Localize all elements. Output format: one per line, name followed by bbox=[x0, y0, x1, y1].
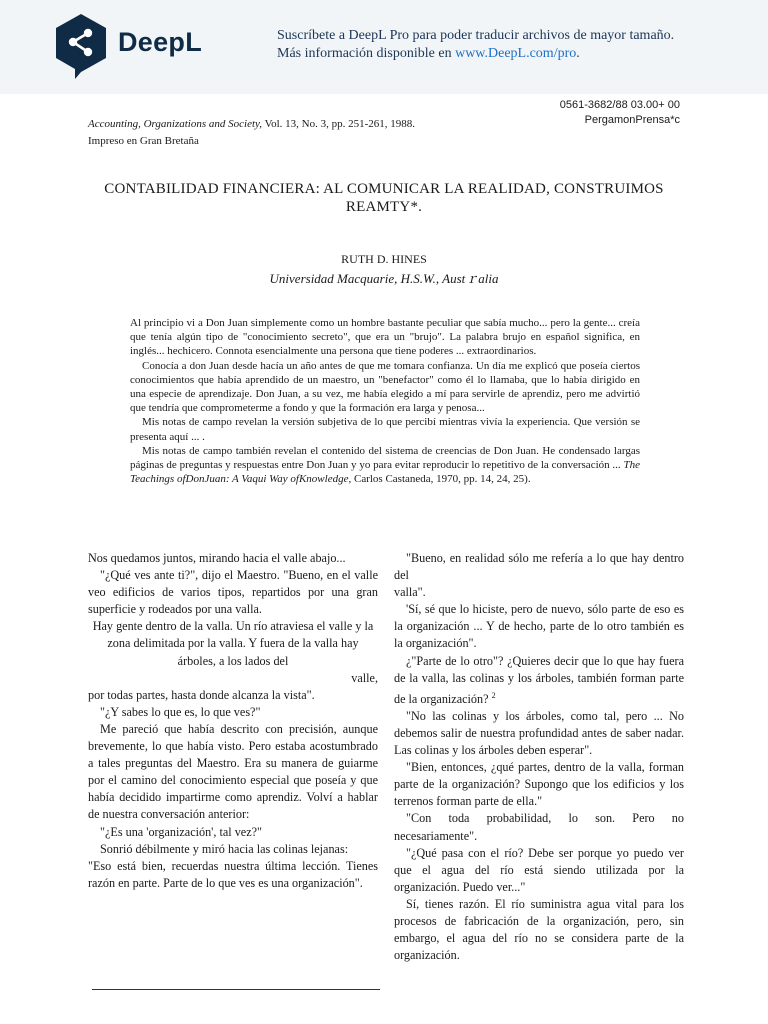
epigraph-paragraph-1: Al principio vi a Don Juan simplemente como un hombre bastante peculiar que sabía mucho... pero la gente... creía que tenía algún tipo de "conocimiento secreto", que era un "brujo". La palabra brujo en español significa, en inglés... hechicero. Connota esencialmente una persona que tiene poderes ... extraordinarios. bbox=[130, 317, 640, 358]
publisher-name: PergamonPrensa*c bbox=[584, 114, 680, 126]
deepl-pro-link[interactable]: www.DeepL.com/pro bbox=[455, 46, 577, 61]
article-author: RUTH D. HINES bbox=[341, 252, 427, 266]
body-paragraph: "¿Y sabes lo que es, lo que ves?" bbox=[100, 704, 261, 719]
issn-code: 0561-3682/88 03.00+ 00 bbox=[559, 99, 680, 111]
deepl-banner bbox=[0, 0, 768, 94]
body-paragraph: 'Sí, sé que lo hiciste, pero de nuevo, sólo parte de eso es la organización ... Y de hecho, parte de lo otro también es la organización". bbox=[394, 602, 684, 651]
publisher-codes bbox=[560, 98, 680, 128]
body-paragraph: Hay gente dentro de la valla. Un río atraviesa el valle y la zona delimitada por la valla. Y fuera de la valla hay árboles, a los lados del bbox=[92, 619, 374, 668]
body-column-right bbox=[394, 550, 684, 964]
epigraph-paragraph-4 bbox=[130, 444, 640, 487]
body-paragraph: "Eso está bien, recuerdas nuestra última lección. Tienes razón en parte. Parte de lo que ves es una organización". bbox=[88, 858, 378, 890]
body-paragraph: por todas partes, hasta donde alcanza la vista". bbox=[88, 687, 315, 702]
epigraph-quote bbox=[130, 316, 640, 486]
journal-citation bbox=[88, 116, 415, 150]
epigraph-paragraph-2: Conocía a don Juan desde hacía un año antes de que me tomara confianza. Un día me explicó que poseía ciertos conocimientos que había aprendido de un maestro, un "benefactor" como él lo llamaba, que lo había dirigido en una especie de aprendizaje. Don Juan, a su vez, me había elegido a mí para servirle de aprendiz, pero me advirtió que tendría que comprometerme a fondo y que la formación era larga y penosa... bbox=[130, 359, 640, 415]
body-paragraph: "¿Qué pasa con el río? Debe ser porque yo puedo ver que el agua del río está siendo utilizada por la organización. Puedo ver..." bbox=[394, 845, 684, 894]
body-paragraph: Sí, tienes razón. El río suministra agua vital para los procesos de fabricación de la organización, pero, sin embargo, el agua del río no se considera parte de la organización. bbox=[394, 896, 684, 963]
footnote-marker[interactable]: 2 bbox=[491, 690, 496, 700]
printed-in: Impreso en Gran Bretaña bbox=[88, 135, 199, 147]
epigraph-book-title: The Teachings ofDonJuan: A Vaqui Way ofKnowledge, bbox=[130, 459, 640, 486]
epigraph-p4-text: Mis notas de campo también revelan el contenido del sistema de creencias de Don Juan. He condensado largas páginas de preguntas y respuestas entre Don Juan y yo para evitar reproducir lo repetitivo de la conversación ... bbox=[130, 444, 640, 472]
epigraph-citation: Carlos Castaneda, 1970, pp. 14, 24, 25). bbox=[351, 473, 531, 486]
body-paragraph-text: ¿"Parte de lo otro"? ¿Quieres decir que lo que hay fuera de la valla, las colinas y los árboles, también forman parte de la organización? bbox=[394, 653, 684, 706]
body-paragraph: "Bien, entonces, ¿qué partes, dentro de la valla, forman parte de la organización? Supongo que los edificios y los terrenos forman parte de ella." bbox=[394, 760, 684, 809]
promo-line-2-suffix: . bbox=[576, 46, 580, 61]
promo-message bbox=[277, 27, 674, 63]
promo-line-2-prefix: Más información disponible en bbox=[277, 46, 456, 61]
body-paragraph: Nos quedamos juntos, mirando hacia el valle abajo... bbox=[88, 551, 346, 565]
article-title: CONTABILIDAD FINANCIERA: AL COMUNICAR LA REALIDAD, CONSTRUIMOS REAMTY*. bbox=[104, 181, 664, 215]
journal-details: Vol. 13, No. 3, pp. 251-261, 1988. bbox=[262, 118, 416, 130]
journal-name: Accounting, Organizations and Society, bbox=[88, 118, 263, 130]
body-paragraph: Sonrió débilmente y miró hacia las colinas lejanas: bbox=[100, 841, 349, 856]
author-affiliation: Universidad Macquarie, H.S.W., Austｒalia bbox=[269, 271, 499, 286]
body-paragraph: "No las colinas y los árboles, como tal, pero ... No debemos salir de nuestra profundidad antes de saber nadar. Las colinas y los árboles deben esperar". bbox=[394, 708, 684, 758]
body-paragraph: "¿Es una 'organización', tal vez?" bbox=[100, 824, 262, 839]
body-paragraph: valle, bbox=[351, 670, 378, 685]
epigraph-paragraph-3: Mis notas de campo revelan la versión subjetiva de lo que percibí mientras vivía la experiencia. Que versión se presenta aquí ... . bbox=[130, 416, 640, 443]
body-paragraph: "Bueno, en realidad sólo me refería a lo que hay dentro del bbox=[394, 551, 684, 583]
body-paragraph: "¿Qué ves ante ti?", dijo el Maestro. "Bueno, en el valle veo edificios de varios tipos, repartidos por una gran superficie y rodeados por una valla. bbox=[88, 568, 378, 617]
body-paragraph: "Con toda probabilidad, lo son. Pero no necesariamente". bbox=[394, 811, 684, 843]
footnote-divider bbox=[92, 989, 380, 990]
body-column-left bbox=[88, 550, 378, 892]
promo-line-1: Suscríbete a DeepL Pro para poder traducir archivos de mayor tamaño. bbox=[277, 28, 675, 43]
body-paragraph: valla". bbox=[394, 585, 426, 600]
deepl-logo-icon[interactable] bbox=[53, 12, 109, 85]
promo-line-2 bbox=[277, 45, 674, 63]
body-paragraph bbox=[394, 653, 684, 708]
body-paragraph: Me pareció que había descrito con precisión, aunque brevemente, lo que había visto. Pero estaba acostumbrado a tales preguntas del Maestro. Era su manera de guiarme por el camino del conocimiento especial que poseía y que había decidido impartirme como aprendiz. Volví a hablar de nuestra conversación anterior: bbox=[88, 721, 378, 822]
deepl-wordmark[interactable]: DeepL bbox=[118, 27, 203, 57]
